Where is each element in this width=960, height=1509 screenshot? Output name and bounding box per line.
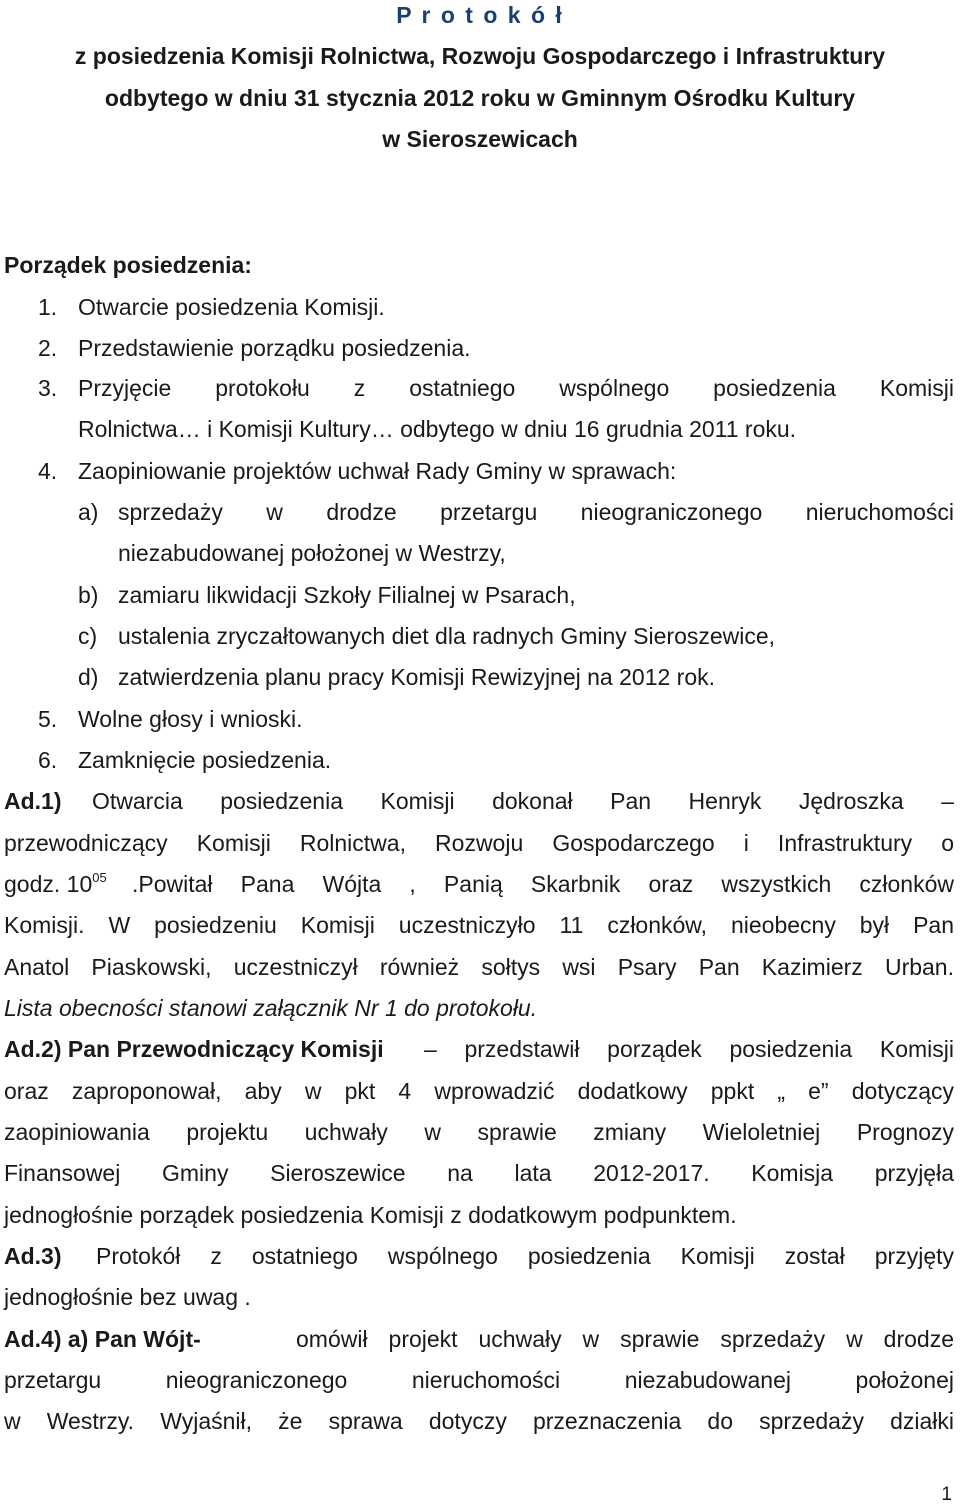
agenda-subitem-text-cont: niezabudowanej położonej w Westrzy, [118, 540, 506, 566]
ad1-line: Komisji. W posiedzeniu Komisji uczestniczyło 11 członków, nieobecny był Pan [4, 912, 954, 938]
agenda-subitem-letter: c) [78, 623, 98, 649]
agenda-subitem-text: ustalenia zryczałtowanych diet dla radnych Gminy Sieroszewice, [118, 623, 776, 649]
agenda-subitem-text: zatwierdzenia planu pracy Komisji Rewizyjnej na 2012 rok. [118, 664, 716, 690]
ad2-line: – przedstawił porządek posiedzenia Komisji [424, 1036, 954, 1062]
agenda-item-text: Zamknięcie posiedzenia. [78, 747, 332, 773]
ad4-line: w Westrzy. Wyjaśnił, że sprawa dotyczy przeznaczenia do sprzedaży działki [4, 1408, 954, 1434]
agenda-item-number: 1. [38, 294, 58, 320]
agenda-heading: Porządek posiedzenia: [4, 252, 252, 278]
agenda-item-number: 5. [38, 706, 58, 732]
agenda-item-number: 3. [38, 375, 58, 401]
ad4-line: przetargu nieograniczonego nieruchomości niezabudowanej położonej [4, 1367, 954, 1393]
agenda-item [38, 456, 676, 486]
agenda-subitem [78, 621, 775, 651]
agenda-item [38, 373, 78, 403]
agenda-item [38, 333, 471, 363]
agenda-item-number: 6. [38, 747, 58, 773]
ad3-line: jednogłośnie bez uwag . [4, 1284, 251, 1310]
agenda-item-number: 4. [38, 458, 58, 484]
ad1-line: Anatol Piaskowski, uczestniczył również sołtys wsi Psary Pan Kazimierz Urban. [4, 954, 954, 980]
agenda-item-text: Otwarcie posiedzenia Komisji. [78, 294, 385, 320]
ad1-attendance-note: Lista obecności stanowi załącznik Nr 1 do protokołu. [4, 995, 538, 1021]
ad3-line: Protokół z ostatniego wspólnego posiedzenia Komisji został przyjęty [96, 1243, 954, 1269]
ad2-line: oraz zaproponował, aby w pkt 4 wprowadzić dodatkowy ppkt „ e” dotyczący [4, 1078, 954, 1104]
ad1-time: godz. $10^{05}$ [4, 870, 107, 897]
agenda-item-text-cont: Rolnictwa… i Komisji Kultury… odbytego w dniu 16 grudnia 2011 roku. [78, 416, 797, 442]
ad3-label: Ad.3) [4, 1243, 62, 1269]
ad2-line: jednogłośnie porządek posiedzenia Komisji z dodatkowym podpunktem. [4, 1202, 737, 1228]
agenda-item-text: Wolne głosy i wnioski. [78, 706, 303, 732]
page-number: 1 [941, 1484, 952, 1505]
agenda-item [38, 292, 385, 322]
agenda-item-number: 2. [38, 335, 58, 361]
agenda-item-text: Przedstawienie porządku posiedzenia. [78, 335, 471, 361]
agenda-item-text: Przyjęcie protokołu z ostatniego wspólnego posiedzenia Komisji [78, 375, 954, 401]
ad4-line: omówił projekt uchwały w sprawie sprzedaży w drodze [296, 1326, 954, 1352]
document-title: P r o t o k ó ł [396, 2, 564, 28]
ad2-line: zaopiniowania projektu uchwały w sprawie zmiany Wieloletniej Prognozy [4, 1119, 954, 1145]
ad1-line: przewodniczący Komisji Rolnictwa, Rozwoju Gospodarczego i Infrastruktury o [4, 830, 954, 856]
title-line-3: w Sieroszewicach [382, 126, 578, 152]
ad4-label: Ad.4) a) Pan Wójt- [4, 1326, 201, 1352]
ad2-label: Ad.2) Pan Przewodniczący Komisji [4, 1036, 384, 1062]
agenda-item [38, 745, 331, 775]
agenda-subitem-text: sprzedaży w drodze przetargu nieograniczonego nieruchomości [118, 499, 954, 525]
ad1-label: Ad.1) [4, 788, 62, 814]
agenda-subitem [78, 662, 715, 692]
agenda-subitem-text: zamiaru likwidacji Szkoły Filialnej w Psarach, [118, 582, 576, 608]
ad1-line: Otwarcia posiedzenia Komisji dokonał Pan Henryk Jędroszka – [92, 788, 954, 814]
ad2-line: Finansowej Gminy Sieroszewice na lata 2012-2017. Komisja przyjęła [4, 1160, 954, 1186]
agenda-item-text: Zaopiniowanie projektów uchwał Rady Gminy w sprawach: [78, 458, 677, 484]
agenda-subitem-letter: d) [78, 664, 99, 690]
agenda-subitem [78, 580, 576, 610]
agenda-subitem-letter: a) [78, 499, 99, 525]
agenda-item [38, 704, 303, 734]
ad1-line: .Powitał Pana Wójta , Panią Skarbnik oraz wszystkich członków [132, 871, 954, 897]
agenda-subitem-letter: b) [78, 582, 99, 608]
title-line-1: z posiedzenia Komisji Rolnictwa, Rozwoju Gospodarczego i Infrastruktury [74, 43, 886, 69]
title-line-2: odbytego w dniu 31 stycznia 2012 roku w Gminnym Ośrodku Kultury [104, 85, 856, 111]
